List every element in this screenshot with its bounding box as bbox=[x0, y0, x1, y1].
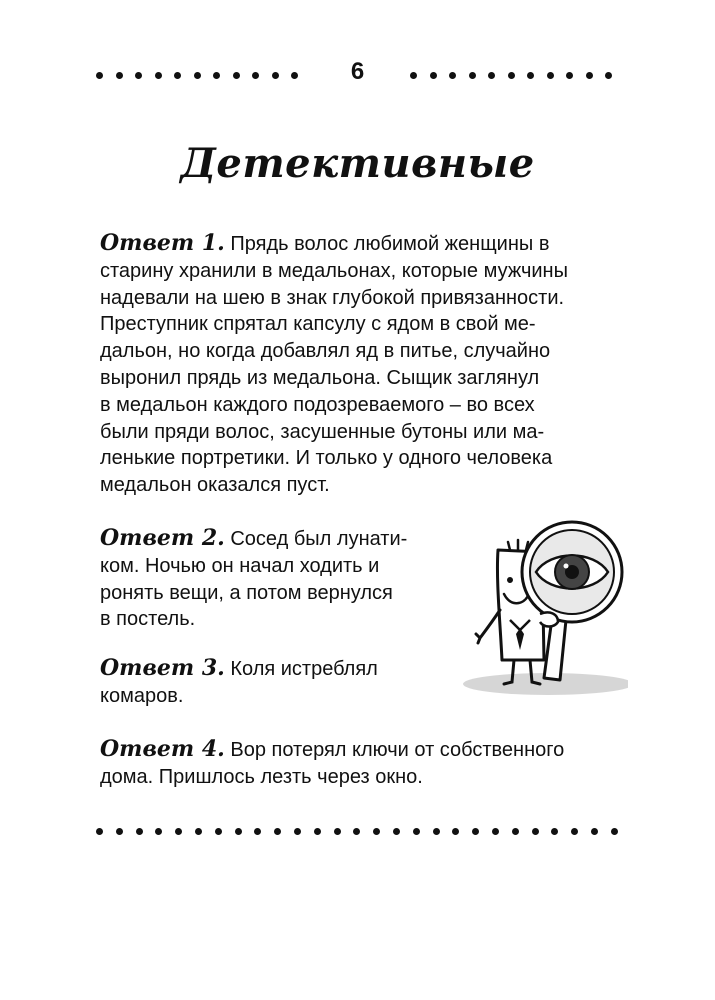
bottom-dotted-rule bbox=[96, 826, 622, 838]
rule-dot bbox=[235, 828, 242, 835]
eye-highlight bbox=[564, 564, 569, 569]
rule-dot bbox=[532, 828, 539, 835]
answer-1-line-6: выронил прядь из медальона. Сыщик заглянул bbox=[100, 366, 540, 389]
rule-dot bbox=[547, 72, 554, 79]
rule-dot bbox=[373, 828, 380, 835]
rule-dot bbox=[472, 828, 479, 835]
left-arm bbox=[476, 610, 500, 643]
rule-dot bbox=[136, 828, 143, 835]
rule-dot bbox=[488, 72, 495, 79]
rule-dot bbox=[611, 828, 618, 835]
answer-1-line-4: Преступник спрятал капсулу с ядом в свой ме- bbox=[100, 313, 536, 336]
rule-dot bbox=[413, 828, 420, 835]
answer-1-line-2: старину хранили в медальонах, которые мужчины bbox=[100, 259, 568, 282]
hair bbox=[508, 540, 528, 550]
answer-4-label: Ответ 4. bbox=[100, 736, 225, 762]
rule-dot bbox=[492, 828, 499, 835]
rule-dot bbox=[314, 828, 321, 835]
rule-dot bbox=[527, 72, 534, 79]
rule-dot bbox=[294, 828, 301, 835]
right-hand bbox=[540, 612, 558, 626]
answer-4-line-2: дома. Пришлось лезть через окно. bbox=[100, 765, 423, 788]
answer-1-line-9: ленькие портретики. И только у одного человека bbox=[100, 447, 553, 470]
answer-1 bbox=[100, 230, 620, 499]
answer-3-line-2: комаров. bbox=[100, 684, 184, 707]
answer-4-line-1: Ответ 4. Вор потерял ключи от собственного bbox=[100, 736, 565, 762]
rule-dot bbox=[254, 828, 261, 835]
rule-dot bbox=[508, 72, 515, 79]
answer-2-line-4: в постель. bbox=[100, 608, 196, 631]
left-eye bbox=[507, 577, 513, 583]
answer-3-line-1: Ответ 3. Коля истреблял bbox=[100, 655, 378, 681]
rule-dot bbox=[155, 828, 162, 835]
rule-dot bbox=[586, 72, 593, 79]
rule-dot bbox=[591, 828, 598, 835]
rule-dot bbox=[353, 828, 360, 835]
rule-dot bbox=[274, 828, 281, 835]
rule-dot bbox=[605, 72, 612, 79]
rule-dot bbox=[433, 828, 440, 835]
answer-1-line-7: в медальон каждого подозреваемого – во всех bbox=[100, 393, 535, 416]
answer-1-line-3: надевали на шею в знак глубокой привязанности. bbox=[100, 286, 565, 309]
answer-4 bbox=[100, 736, 620, 791]
rule-dot bbox=[334, 828, 341, 835]
rule-dot bbox=[449, 72, 456, 79]
rule-dot bbox=[393, 828, 400, 835]
page-title: Детективные bbox=[180, 140, 535, 187]
answer-2-label: Ответ 2. bbox=[100, 525, 225, 551]
rule-dot bbox=[571, 828, 578, 835]
answer-2-line-2: ком. Ночью он начал ходить и bbox=[100, 554, 380, 577]
page-number: 6 bbox=[350, 58, 365, 85]
rule-dot bbox=[430, 72, 437, 79]
answer-1-label: Ответ 1. bbox=[100, 230, 225, 256]
answer-2-line-1: Ответ 2. Сосед был лунати- bbox=[100, 525, 408, 551]
rule-dot bbox=[175, 828, 182, 835]
rule-dot bbox=[116, 828, 123, 835]
answer-2-line-3: ронять вещи, а потом вернулся bbox=[100, 581, 393, 604]
answer-1-line-1: Ответ 1. Прядь волос любимой женщины в bbox=[100, 230, 550, 256]
answer-1-line-8: были пряди волос, засушенные бутоны или ма- bbox=[100, 420, 545, 443]
answer-2 bbox=[100, 525, 440, 633]
rule-dot bbox=[410, 72, 417, 79]
answer-1-line-10: медальон оказался пуст. bbox=[100, 474, 330, 497]
rule-dot bbox=[96, 828, 103, 835]
rule-dot bbox=[566, 72, 573, 79]
rule-dot bbox=[551, 828, 558, 835]
rule-dot bbox=[195, 828, 202, 835]
rule-dot bbox=[512, 828, 519, 835]
detective-with-magnifying-glass-icon bbox=[458, 510, 628, 700]
top-dotted-rule-right bbox=[410, 70, 622, 82]
answer-1-line-5: дальон, но когда добавлял яд в питье, случайно bbox=[100, 340, 551, 363]
rule-dot bbox=[452, 828, 459, 835]
answer-3-label: Ответ 3. bbox=[100, 655, 225, 681]
answer-3 bbox=[100, 655, 440, 710]
rule-dot bbox=[215, 828, 222, 835]
rule-dot bbox=[469, 72, 476, 79]
